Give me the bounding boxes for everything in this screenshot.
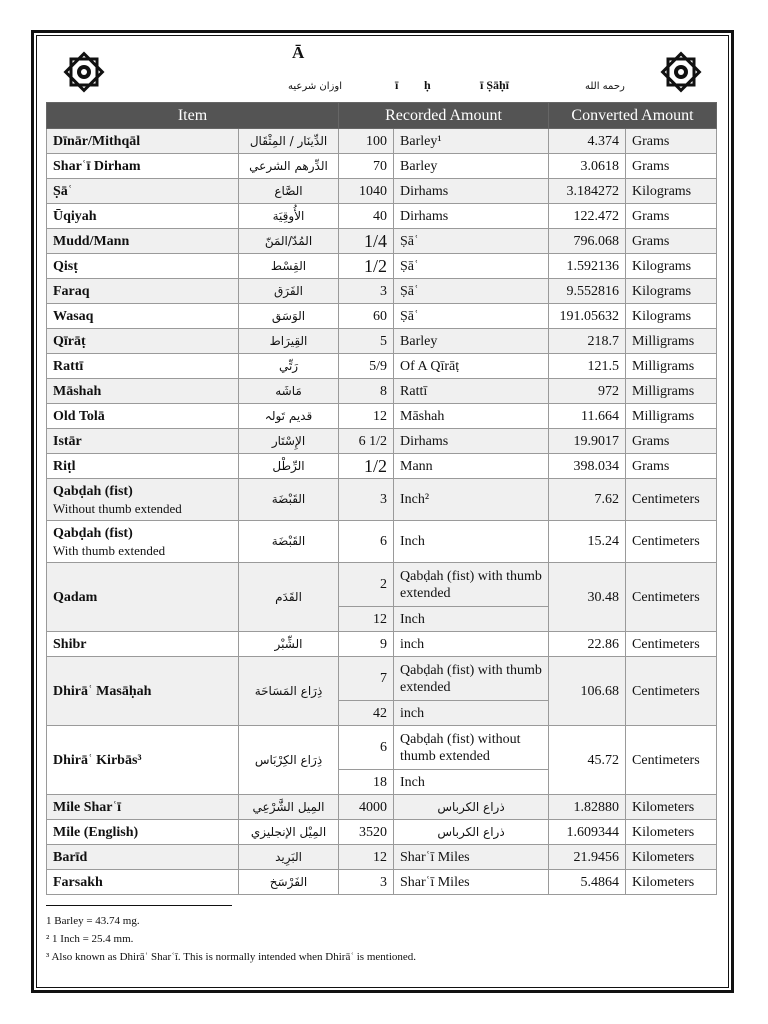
item-name: Riṭl (47, 454, 239, 479)
table-row (47, 254, 717, 279)
item-arabic: الدِّينَار / المِثْقَال (239, 129, 339, 154)
table-row (47, 454, 717, 479)
item-arabic: قديم تَولہ (239, 404, 339, 429)
converted-unit: Centimeters (626, 726, 717, 795)
recorded-unit: ذراع الكرباس (394, 795, 549, 820)
item-arabic: الرِّطْل (239, 454, 339, 479)
converted-unit: Centimeters (626, 632, 717, 657)
recorded-unit: Qabḍah (fist) without thumb extended (394, 726, 549, 770)
converted-unit: Milligrams (626, 329, 717, 354)
item-name: Istār (47, 429, 239, 454)
converted-unit: Grams (626, 429, 717, 454)
units-table (46, 102, 717, 895)
table-row (47, 479, 717, 521)
table-row (47, 279, 717, 304)
table-row (47, 563, 717, 607)
table-header-row (47, 103, 717, 129)
recorded-unit: Barley (394, 329, 549, 354)
recorded-unit: inch (394, 632, 549, 657)
recorded-number: 1/2 (339, 254, 394, 279)
table-row (47, 304, 717, 329)
table-row (47, 179, 717, 204)
converted-unit: Centimeters (626, 563, 717, 632)
recorded-number: 5 (339, 329, 394, 354)
recorded-unit: Māshah (394, 404, 549, 429)
item-arabic: الإِسْتَار (239, 429, 339, 454)
star-ornament-icon (62, 50, 106, 94)
recorded-number: 1/2 (339, 454, 394, 479)
recorded-number: 2 (339, 563, 394, 607)
recorded-unit: Dirhams (394, 429, 549, 454)
footnote-1: 1 Barley = 43.74 mg. (46, 915, 140, 927)
converted-unit: Kilometers (626, 795, 717, 820)
item-name: Māshah (47, 379, 239, 404)
table-row (47, 521, 717, 563)
converted-value: 19.9017 (549, 429, 626, 454)
table-row (47, 845, 717, 870)
item-name (47, 479, 239, 521)
recorded-number: 3 (339, 479, 394, 521)
table-row (47, 129, 717, 154)
table-row (47, 632, 717, 657)
item-arabic: المِيْل الإنجليزي (239, 820, 339, 845)
page-title: Ā (292, 43, 305, 62)
converted-value: 4.374 (549, 129, 626, 154)
recorded-unit: Dirhams (394, 179, 549, 204)
item-name: Rattī (47, 354, 239, 379)
recorded-number: 12 (339, 845, 394, 870)
item-arabic: القِسْط (239, 254, 339, 279)
converted-unit: Grams (626, 229, 717, 254)
footnote-separator (46, 905, 232, 906)
converted-value: 9.552816 (549, 279, 626, 304)
recorded-unit: Ṣāʿ (394, 254, 549, 279)
item-name: Dhirāʿ Masāḥah (47, 657, 239, 726)
recorded-number: 70 (339, 154, 394, 179)
converted-value: 22.86 (549, 632, 626, 657)
recorded-unit: ذراع الكرباس (394, 820, 549, 845)
converted-unit: Centimeters (626, 521, 717, 563)
item-name (47, 521, 239, 563)
recorded-unit: Inch (394, 521, 549, 563)
item-name: Qīrāṭ (47, 329, 239, 354)
item-name: Mile Sharʿī (47, 795, 239, 820)
recorded-number: 6 (339, 726, 394, 770)
converted-value: 191.05632 (549, 304, 626, 329)
subtitle-arabic-right: رحمه الله (585, 81, 625, 92)
recorded-unit: Mann (394, 454, 549, 479)
recorded-unit: Dirhams (394, 204, 549, 229)
item-name: Farsakh (47, 870, 239, 895)
item-arabic: القَبْضَة (239, 479, 339, 521)
recorded-unit: Inch (394, 770, 549, 795)
footnote-3: ³ Also known as Dhirāʿ Sharʿī. This is normally intended when Dhirāʿ is mentioned. (46, 951, 417, 963)
item-arabic: المُدّ/المَنّ (239, 229, 339, 254)
table-row (47, 820, 717, 845)
converted-unit: Grams (626, 454, 717, 479)
item-name: Wasaq (47, 304, 239, 329)
item-arabic: رَتِّي (239, 354, 339, 379)
converted-value: 3.0618 (549, 154, 626, 179)
converted-unit: Kilograms (626, 179, 717, 204)
table-row (47, 379, 717, 404)
table-row (47, 204, 717, 229)
item-name: Faraq (47, 279, 239, 304)
recorded-unit: Barley¹ (394, 129, 549, 154)
footnotes (46, 912, 416, 966)
item-arabic: الدِّرهم الشرعي (239, 154, 339, 179)
item-arabic: الصَّاع (239, 179, 339, 204)
converted-unit: Kilometers (626, 820, 717, 845)
recorded-number: 12 (339, 607, 394, 632)
recorded-number: 5/9 (339, 354, 394, 379)
item-arabic: المِيل الشَّرْعِي (239, 795, 339, 820)
item-name: Mudd/Mann (47, 229, 239, 254)
item-name: Ūqiyah (47, 204, 239, 229)
converted-unit: Kilograms (626, 279, 717, 304)
item-arabic: ذِرَاع المَسَاحَة (239, 657, 339, 726)
item-name: Dīnār/Mithqāl (47, 129, 239, 154)
recorded-number: 60 (339, 304, 394, 329)
converted-value: 1.82880 (549, 795, 626, 820)
item-name: Barīd (47, 845, 239, 870)
recorded-number: 3 (339, 870, 394, 895)
item-name: Shibr (47, 632, 239, 657)
item-arabic: الفَرَق (239, 279, 339, 304)
item-name: Sharʿī Dirham (47, 154, 239, 179)
table-row (47, 229, 717, 254)
item-arabic: البَرِيد (239, 845, 339, 870)
item-arabic: القِيرَاط (239, 329, 339, 354)
footnote-2: ² 1 Inch = 25.4 mm. (46, 933, 134, 945)
converted-value: 122.472 (549, 204, 626, 229)
converted-value: 106.68 (549, 657, 626, 726)
converted-unit: Milligrams (626, 404, 717, 429)
table-row (47, 726, 717, 770)
item-arabic: القَدَم (239, 563, 339, 632)
converted-unit: Centimeters (626, 479, 717, 521)
converted-value: 30.48 (549, 563, 626, 632)
converted-value: 45.72 (549, 726, 626, 795)
converted-value: 5.4864 (549, 870, 626, 895)
table-row (47, 154, 717, 179)
item-arabic: الأُوقِيَة (239, 204, 339, 229)
item-name: Old Tolā (47, 404, 239, 429)
item-name: Mile (English) (47, 820, 239, 845)
recorded-unit: Rattī (394, 379, 549, 404)
recorded-number: 42 (339, 701, 394, 726)
table-row (47, 404, 717, 429)
table-row (47, 657, 717, 701)
converted-value: 15.24 (549, 521, 626, 563)
item-arabic: مَاشَه (239, 379, 339, 404)
recorded-unit: Inch (394, 607, 549, 632)
converted-value: 1.592136 (549, 254, 626, 279)
converted-value: 3.184272 (549, 179, 626, 204)
recorded-number: 1/4 (339, 229, 394, 254)
item-name: Qadam (47, 563, 239, 632)
converted-unit: Grams (626, 129, 717, 154)
recorded-number: 3520 (339, 820, 394, 845)
table-row (47, 329, 717, 354)
table-row (47, 870, 717, 895)
recorded-unit: Sharʿī Miles (394, 870, 549, 895)
recorded-number: 4000 (339, 795, 394, 820)
item-arabic: ذِرَاع الكِرْبَاس (239, 726, 339, 795)
recorded-number: 6 1/2 (339, 429, 394, 454)
table-row (47, 429, 717, 454)
item-name: Ṣāʿ (47, 179, 239, 204)
recorded-unit: Sharʿī Miles (394, 845, 549, 870)
converted-unit: Kilograms (626, 254, 717, 279)
converted-value: 796.068 (549, 229, 626, 254)
item-arabic: الشِّبْر (239, 632, 339, 657)
recorded-number: 3 (339, 279, 394, 304)
converted-unit: Milligrams (626, 354, 717, 379)
recorded-unit: Ṣāʿ (394, 279, 549, 304)
recorded-unit: Qabḍah (fist) with thumb extended (394, 657, 549, 701)
item-name-text: Qabḍah (fist) (53, 525, 133, 541)
page-subtitle (270, 78, 660, 98)
recorded-unit: Barley (394, 154, 549, 179)
recorded-number: 12 (339, 404, 394, 429)
recorded-unit: Ṣāʿ (394, 304, 549, 329)
recorded-number: 100 (339, 129, 394, 154)
subtitle-arabic-left: اوزان شرعيه (288, 81, 342, 92)
item-subtitle: With thumb extended (53, 542, 166, 558)
converted-value: 218.7 (549, 329, 626, 354)
converted-unit: Kilograms (626, 304, 717, 329)
item-arabic: القَبْضَة (239, 521, 339, 563)
item-arabic: الوَسَق (239, 304, 339, 329)
item-name: Qisṭ (47, 254, 239, 279)
star-ornament-icon (659, 50, 703, 94)
recorded-number: 18 (339, 770, 394, 795)
subtitle-fragment: ī Ṣāḥī (480, 78, 510, 92)
header-converted: Converted Amount (549, 103, 717, 129)
recorded-unit: Of A Qīrāṭ (394, 354, 549, 379)
converted-unit: Centimeters (626, 657, 717, 726)
converted-unit: Grams (626, 204, 717, 229)
item-name: Dhirāʿ Kirbās³ (47, 726, 239, 795)
table-row (47, 795, 717, 820)
subtitle-fragment: ḥ (424, 78, 431, 92)
recorded-unit: inch (394, 701, 549, 726)
recorded-number: 6 (339, 521, 394, 563)
converted-unit: Grams (626, 154, 717, 179)
recorded-unit: Ṣāʿ (394, 229, 549, 254)
recorded-unit: Inch² (394, 479, 549, 521)
converted-value: 7.62 (549, 479, 626, 521)
header-recorded: Recorded Amount (339, 103, 549, 129)
converted-value: 21.9456 (549, 845, 626, 870)
converted-value: 398.034 (549, 454, 626, 479)
converted-value: 121.5 (549, 354, 626, 379)
recorded-number: 9 (339, 632, 394, 657)
recorded-number: 7 (339, 657, 394, 701)
converted-unit: Kilometers (626, 870, 717, 895)
recorded-number: 1040 (339, 179, 394, 204)
converted-unit: Milligrams (626, 379, 717, 404)
recorded-unit: Qabḍah (fist) with thumb extended (394, 563, 549, 607)
recorded-number: 40 (339, 204, 394, 229)
subtitle-fragment: ī (395, 78, 399, 92)
converted-value: 1.609344 (549, 820, 626, 845)
table-row (47, 354, 717, 379)
converted-value: 972 (549, 379, 626, 404)
header-item: Item (47, 103, 339, 129)
converted-unit: Kilometers (626, 845, 717, 870)
item-subtitle: Without thumb extended (53, 500, 182, 516)
converted-value: 11.664 (549, 404, 626, 429)
recorded-number: 8 (339, 379, 394, 404)
item-name-text: Qabḍah (fist) (53, 483, 133, 499)
item-arabic: الفَرْسَخ (239, 870, 339, 895)
